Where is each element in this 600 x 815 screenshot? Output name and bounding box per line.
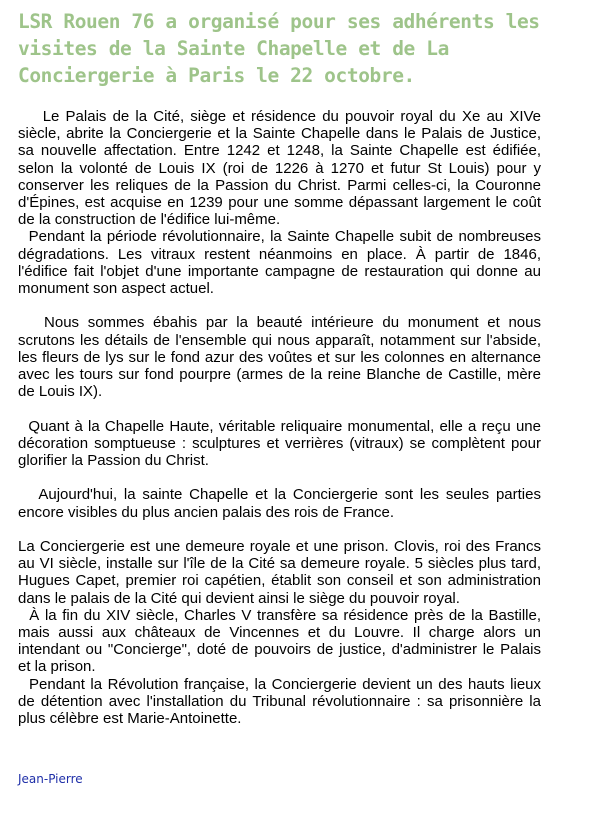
paragraph-chapelle-haute [18, 418, 541, 470]
author-signature: Jean-Pierre [18, 772, 83, 786]
paragraph-text: Le Palais de la Cité, siège et résidence du pouvoir royal du Xe au XIVe siècle, abrite la Conciergerie et la Sainte Chapelle dans le Palais de Justice, sa nouvelle affectation. Entre 1242 et 1248, la Sainte Chapelle est édifiée, selon la volonté de Louis IX (roi de 1226 à 1270 et futur St Louis) pour y conserver les reliques de la Passion du Christ. Parmi celles-ci, la Couronne d'Épines, est acquise en 1239 pour une somme dépassant largement le coût de la construction de l'édifice lui-même. [18, 108, 542, 229]
paragraph-revolution-chapelle [18, 228, 541, 297]
paragraph-conciergerie [18, 538, 541, 607]
paragraph-text: Quant à la Chapelle Haute, véritable reliquaire monumental, elle a reçu une décoration somptueuse : sculptures et verrières (vitraux) se complètent pour glorifier la Passion du Christ. [18, 417, 541, 470]
paragraph-aujourdhui [18, 486, 541, 520]
paragraph-text: Pendant la Révolution française, la Conciergerie devient un des hauts lieux de détention avec l'installation du Tribunal révolutionnaire : sa prisonnière la plus célèbre est Marie-Antoinette. [18, 675, 542, 728]
paragraph-text: Aujourd'hui, la sainte Chapelle et la Conciergerie sont les seules parties encore visibles du plus ancien palais des rois de France. [18, 486, 541, 521]
paragraph-text: Pendant la période révolutionnaire, la Sainte Chapelle subit de nombreuses dégradations. Les vitraux restent néanmoins en place. À partir de 1846, l'édifice fait l'objet d'une importante campagne de restauration qui donne au monument son aspect actuel. [18, 228, 541, 298]
paragraph-text: Nous sommes ébahis par la beauté intérieure du monument et nous scrutons les détails de l'ensemble qui nous apparaît, notamment sur l'abside, les fleurs de lys sur le fond azur des voûtes et sur les colonnes en alternance avec les tours sur fond pourpre (armes de la reine Blanche de Castille, mère de Louis IX). [18, 314, 541, 401]
paragraph-text: La Conciergerie est une demeure royale et une prison. Clovis, roi des Francs au VI siècle, installe sur l'île de la Cité sa demeure royale. 5 siècles plus tard, Hugues Capet, premier roi capétien, établit son conseil et son administration dans le palais de la Cité qui devient ainsi le siège du pouvoir royal. [18, 538, 541, 607]
paragraph-palais [18, 108, 541, 228]
article-title: LSR Rouen 76 a organisé pour ses adhérents les visites de la Sainte Chapelle et de La Conciergerie à Paris le 22 octobre. [18, 10, 540, 87]
paragraph-ebahis [18, 314, 541, 400]
article-body [18, 108, 541, 727]
paragraph-charles-v [18, 607, 541, 676]
paragraph-text: À la fin du XIV siècle, Charles V transfère sa résidence près de la Bastille, mais aussi aux châteaux de Vincennes et du Louvre. Il charge alors un intendant ou "Concierge", doté de pouvoirs de justice, d'administrer le Palais et la prison. [18, 606, 542, 676]
paragraph-revolution-conciergerie [18, 676, 541, 728]
